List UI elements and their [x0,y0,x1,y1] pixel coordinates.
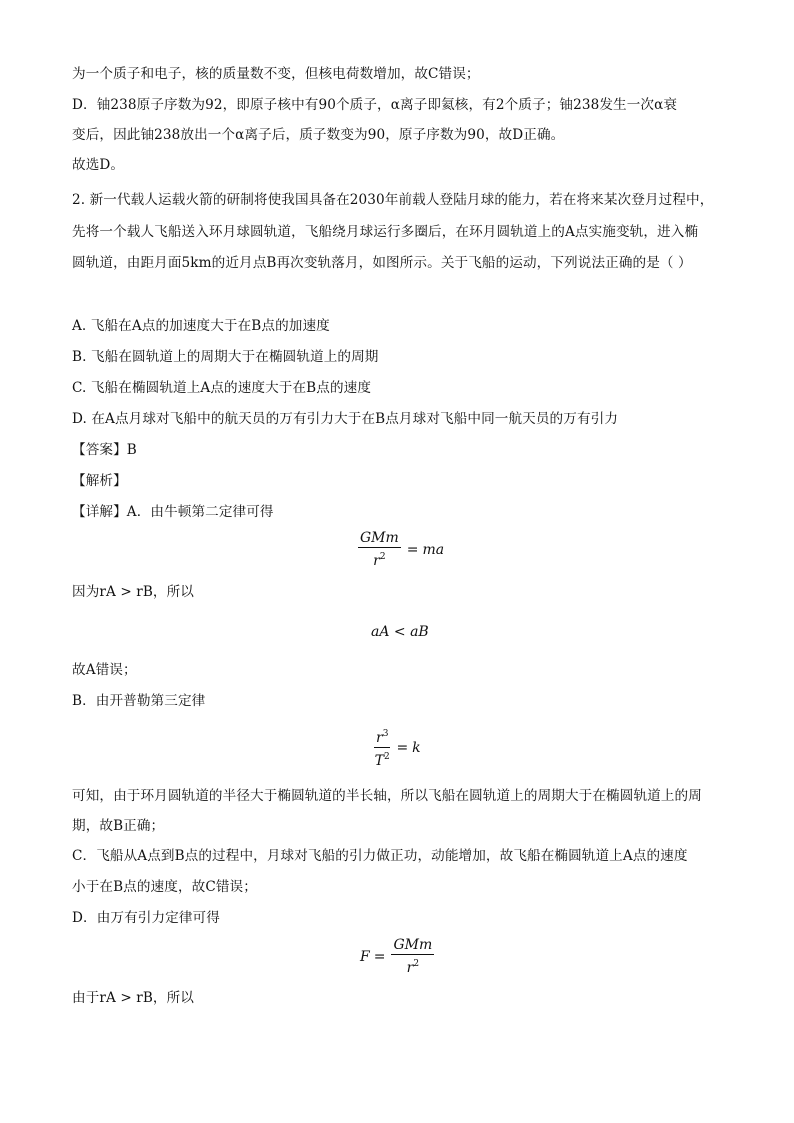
question-line-3: 圆轨道，由距月面5km的近月点B再次变轨落月，如图所示。关于飞船的运动，下列说法正确的是（ ） [72,255,692,271]
equals-sign: = [373,948,386,965]
answer-label: 【答案】B [72,442,137,458]
option-b: B. 飞船在圆轨道上的周期大于在椭圆轨道上的周期 [72,349,379,365]
equation-lhs: F [360,948,370,965]
fraction-numerator [374,726,390,748]
exponent: 2 [413,959,420,969]
b-line-2: 期，故B正确； [72,818,165,834]
because-line-1: 因为rA > rB，所以 [72,584,195,600]
b-heading: B．由开普勒第三定律 [72,693,206,709]
option-c: C. 飞船在椭圆轨道上A点的速度大于在B点的速度 [72,380,372,396]
a-conclusion: 故A错误； [72,662,137,678]
numerator-base: r [376,730,383,746]
equation-rhs: k [412,739,421,756]
denominator-base: T [374,753,385,769]
b-line-1: 可知，由于环月圆轨道的半径大于椭圆轨道的半长轴，所以飞船在圆轨道上的周期大于在椭圆轨道上的周 [72,788,702,804]
exponent: 3 [382,729,389,739]
fraction-denominator [375,748,390,769]
question-line-2: 先将一个载人飞船送入环月球圆轨道，飞船绕月球运行多圈后，在环月圆轨道上的A点实施变轨，进入椭 [72,224,699,240]
fraction-denominator [373,548,385,569]
equation-gravitation-law [360,937,436,976]
exponent: 2 [384,752,390,762]
denominator-base: r [406,960,414,976]
fraction-numerator: GMm [360,530,399,546]
c-line-2: 小于在B点的速度，故C错误； [72,879,257,895]
fraction-numerator: GMm [393,937,433,953]
text-line-p4: 故选D。 [72,157,125,173]
fraction [374,726,390,769]
equals-sign: = [396,739,409,756]
option-a: A. 飞船在A点的加速度大于在B点的加速度 [72,318,330,334]
denominator-base: r [373,553,380,569]
text-line-p3: 变后，因此铀238放出一个α离子后，质子数变为90，原子序数为90，故D正确。 [72,127,565,143]
d-heading: D．由万有引力定律可得 [72,910,220,926]
equation-acceleration-compare: aA < aB [371,624,429,640]
fraction [358,530,401,569]
exponent: 2 [379,552,386,562]
because-line-2: 由于rA > rB，所以 [72,990,195,1006]
text-line-p1: 为一个质子和电子，核的质量数不变，但核电荷数增加，故C错误； [72,66,480,82]
detail-label: 【详解】A．由牛顿第二定律可得 [72,504,274,520]
equation-rhs: ma [422,541,445,558]
equation-newton-second-law [356,530,444,569]
analysis-label: 【解析】 [72,473,127,489]
text-line-p2: D．铀238原子序数为92，即原子核中有90个质子，α离子即氦核，有2个质子；铀238发生一次α衰 [72,97,678,113]
fraction-denominator [407,955,419,976]
equation-kepler-third-law [372,726,421,769]
equals-sign: = [406,541,419,558]
fraction [391,937,434,976]
question-line-1: 2. 新一代载人运载火箭的研制将使我国具备在2030年前载人登陆月球的能力，若在将来某次登月过程中， [72,192,714,208]
option-d: D. 在A点月球对飞船中的航天员的万有引力大于在B点月球对飞船中同一航天员的万有引力 [72,411,619,427]
c-line-1: C．飞船从A点到B点的过程中，月球对飞船的引力做正功，动能增加，故飞船在椭圆轨道上A点的速度 [72,848,688,864]
